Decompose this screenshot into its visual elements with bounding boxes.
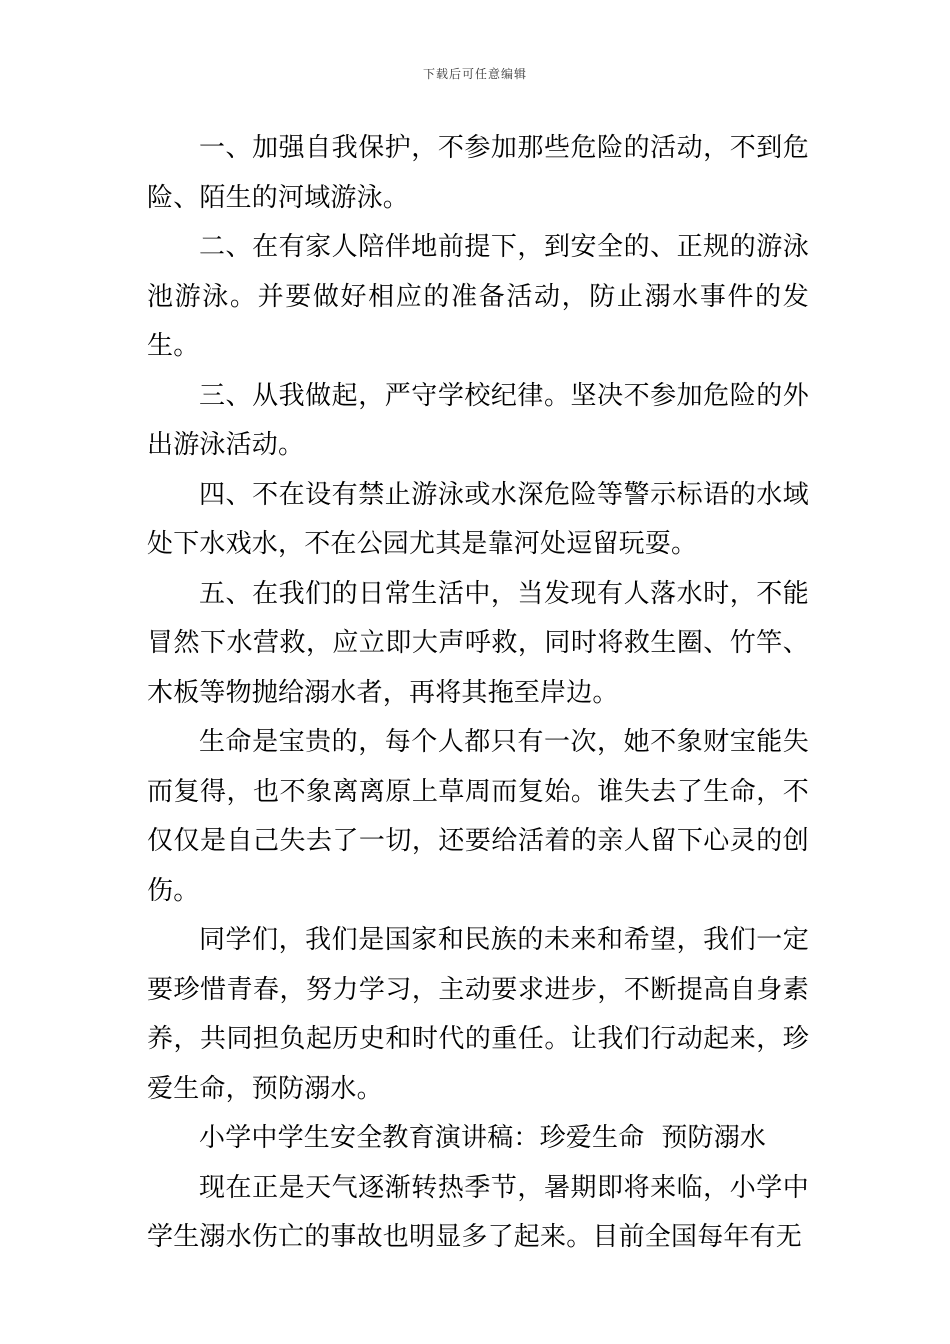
document-body (147, 124, 809, 1263)
paragraph-final: 现在正是天气逐渐转热季节，暑期即将来临，小学中学生溺水伤亡的事故也明显多了起来。目前全国每年有无 (147, 1172, 809, 1252)
paragraph-2: 二、在有家人陪伴地前提下，到安全的、正规的游泳池游泳。并要做好相应的准备活动，防止溺水事件的发生。 (147, 232, 809, 361)
paragraph-7: 同学们，我们是国家和民族的未来和希望，我们一定要珍惜青春，努力学习，主动要求进步，不断提高自身素养，共同担负起历史和时代的重任。让我们行动起来，珍爱生命，预防溺水。 (147, 925, 809, 1104)
paragraph-4: 四、不在设有禁止游泳或水深危险等警示标语的水域处下水戏水，不在公园尤其是靠河处逗留玩耍。 (147, 479, 809, 559)
paragraph-1: 一、加强自我保护，不参加那些危险的活动，不到危险、陌生的河域游泳。 (147, 133, 809, 213)
section-heading: 小学中学生安全教育演讲稿：珍爱生命 预防溺水 (199, 1123, 767, 1153)
paragraph-5: 五、在我们的日常生活中，当发现有人落水时，不能冒然下水营救，应立即大声呼救，同时将救生圈、竹竿、木板等物抛给溺水者，再将其拖至岸边。 (147, 578, 809, 708)
paragraph-3: 三、从我做起，严守学校纪律。坚决不参加危险的外出游泳活动。 (147, 380, 809, 460)
paragraph-6: 生命是宝贵的，每个人都只有一次，她不象财宝能失而复得，也不象离离原上草周而复始。谁失去了生命，不仅仅是自己失去了一切，还要给活着的亲人留下心灵的创伤。 (147, 727, 809, 906)
page-header: 下载后可任意编辑 (422, 67, 527, 81)
